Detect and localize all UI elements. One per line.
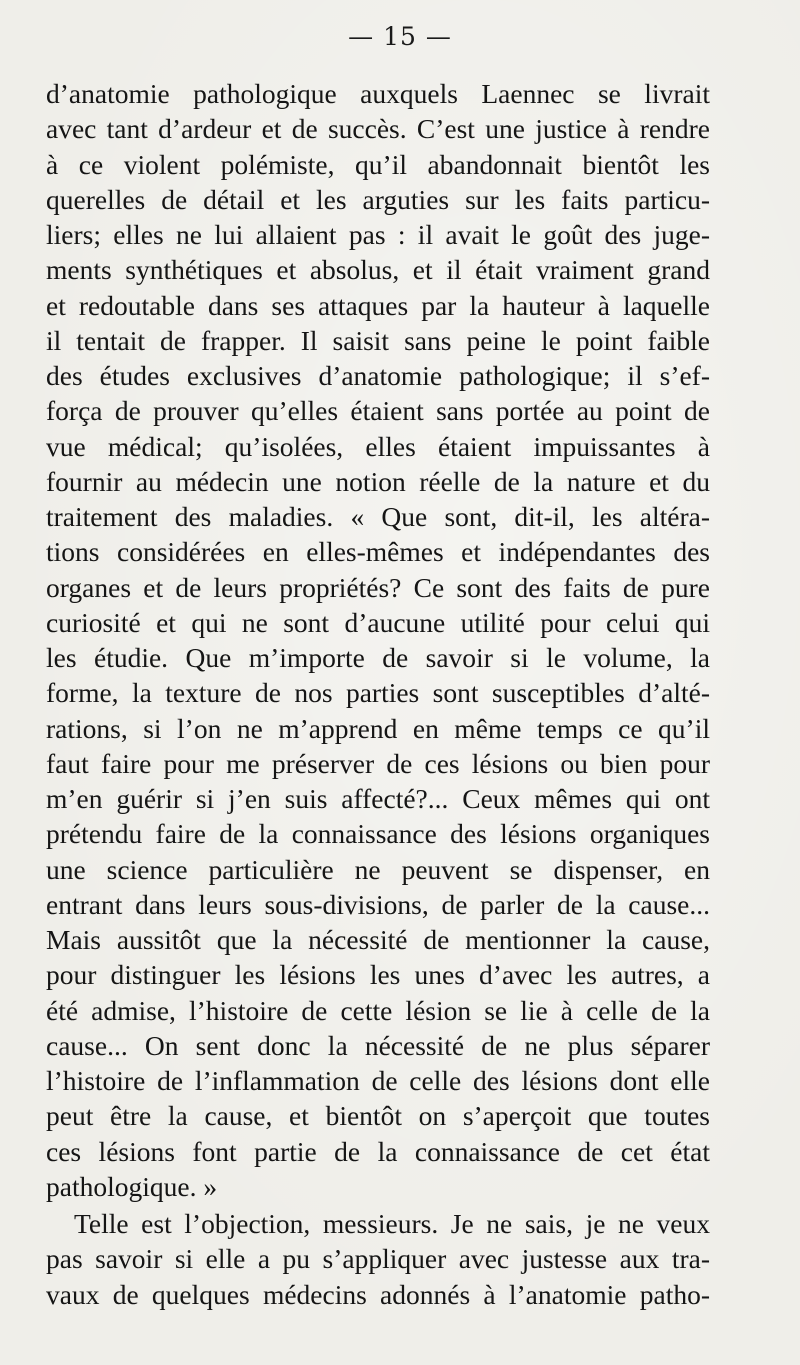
text-line: entrant dans leurs sous-divisions, de parler de la cause... <box>46 888 710 920</box>
text-line: curiosité et qui ne sont d’aucune utilité pour celui qui <box>46 606 710 638</box>
text-line: il tentait de frapper. Il saisit sans peine le point faible <box>46 324 710 356</box>
text-line: tions considérées en elles-mêmes et indépendantes des <box>46 536 710 568</box>
text-line: pour distinguer les lésions les unes d’avec les autres, a <box>46 959 710 991</box>
text-line: ces lésions font partie de la connaissance de cet état <box>46 1135 710 1167</box>
text-line: traitement des maladies. « Que sont, dit-il, les altéra- <box>46 501 710 532</box>
text-line: Mais aussitôt que la nécessité de mentionner la cause, <box>46 924 710 955</box>
text-line: pathologique. » <box>46 1170 218 1202</box>
paragraph <box>46 1206 710 1312</box>
page-number: — 15 — <box>348 22 452 51</box>
text-line: m’en guérir si j’en suis affecté?... Ceux mêmes qui ont <box>46 783 710 814</box>
text-line: cause... On sent donc la nécessité de ne plus séparer <box>46 1029 710 1061</box>
text-line: vue médical; qu’isolées, elles étaient impuissantes à <box>46 430 710 462</box>
text-line: forme, la texture de nos parties sont susceptibles d’alté- <box>46 677 710 709</box>
text-line: Telle est l’objection, messieurs. Je ne sais, je ne veux <box>74 1208 710 1239</box>
text-line: pas savoir si elle a pu s’appliquer avec justesse aux tra- <box>46 1243 710 1275</box>
text-line: rations, si l’on ne m’apprend en même temps ce qu’il <box>46 712 710 744</box>
text-line: faut faire pour me préserver de ces lésions ou bien pour <box>46 747 710 779</box>
text-line: des études exclusives d’anatomie pathologique; il s’ef- <box>46 360 710 391</box>
text-line: prétendu faire de la connaissance des lésions organiques <box>46 818 710 850</box>
text-line: d’anatomie pathologique auxquels Laennec se livrait <box>46 78 710 109</box>
text-line: avec tant d’ardeur et de succès. C’est une justice à rendre <box>46 113 710 145</box>
text-line: ments synthétiques et absolus, et il était vraiment grand <box>46 254 710 286</box>
text-line: organes et de leurs propriétés? Ce sont des faits de pure <box>46 571 710 603</box>
text-line: l’histoire de l’inflammation de celle des lésions dont elle <box>46 1065 710 1096</box>
text-line: été admise, l’histoire de cette lésion se lie à celle de la <box>46 994 710 1026</box>
text-line: fournir au médecin une notion réelle de la nature et du <box>46 465 710 497</box>
text-line: peut être la cause, et bientôt on s’aperçoit que toutes <box>46 1100 710 1132</box>
text-line: à ce violent polémiste, qu’il abandonnait bientôt les <box>46 148 710 180</box>
text-line: liers; elles ne lui allaient pas : il avait le goût des juge- <box>46 219 710 250</box>
text-line: et redoutable dans ses attaques par la hauteur à laquelle <box>46 289 710 321</box>
text-line: les étudie. Que m’importe de savoir si le volume, la <box>46 642 710 673</box>
text-line: querelles de détail et les arguties sur les faits particu- <box>46 183 710 215</box>
text-line: une science particulière ne peuvent se dispenser, en <box>46 853 710 885</box>
text-line: vaux de quelques médecins adonnés à l’anatomie patho- <box>46 1278 710 1310</box>
paragraph <box>46 76 710 1204</box>
page-body <box>46 76 710 1314</box>
text-line: força de prouver qu’elles étaient sans portée au point de <box>46 395 710 427</box>
